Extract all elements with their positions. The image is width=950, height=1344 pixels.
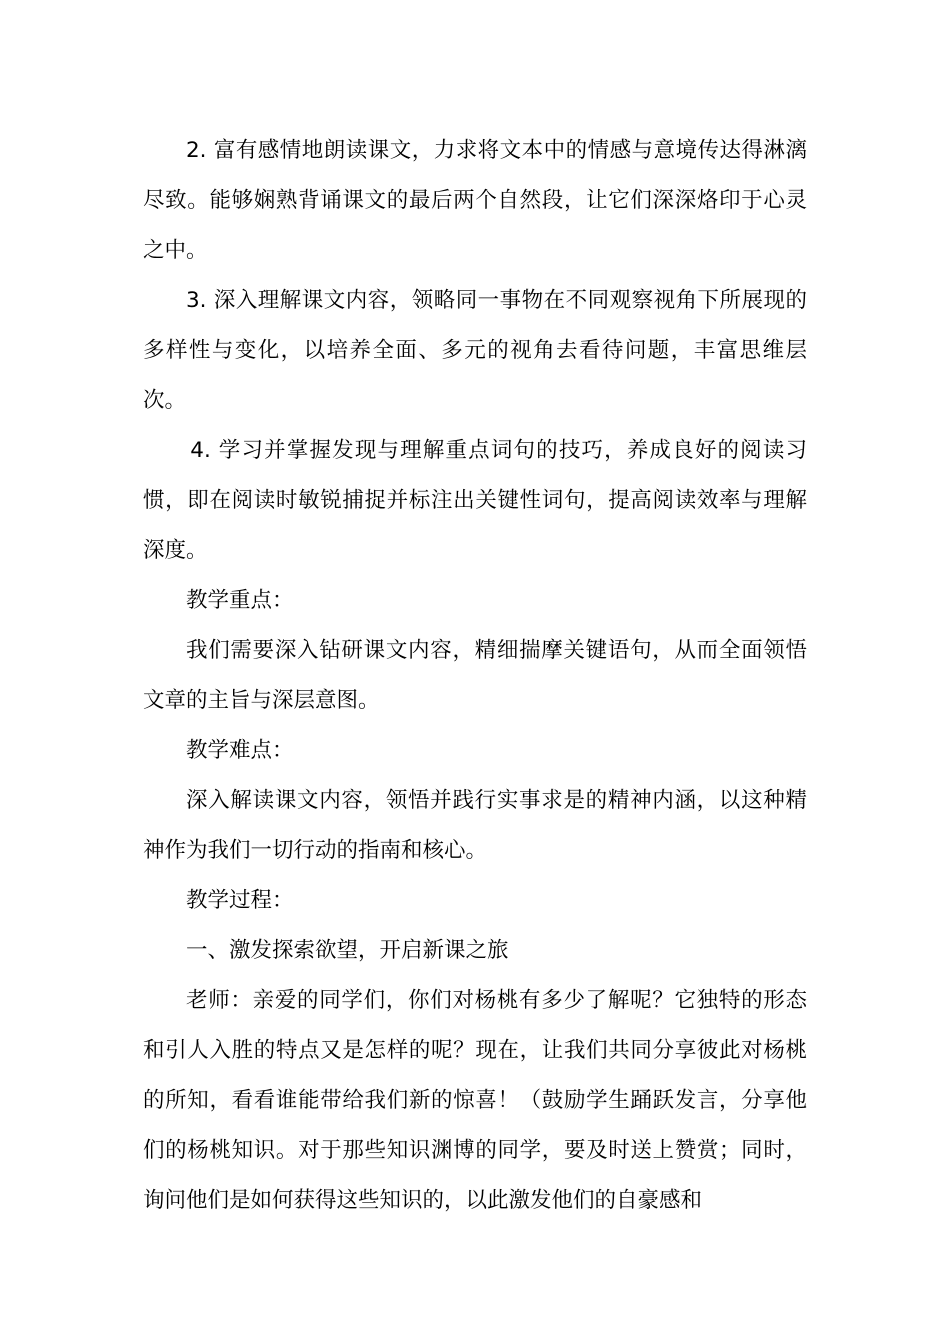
heading-section-one: 一、激发探索欲望，开启新课之旅	[186, 938, 509, 963]
heading-teaching-process: 教学过程：	[186, 888, 294, 913]
paragraph-objective-3: 3. 深入理解课文内容，领略同一事物在不同观察视角下所展现的多样性与变化，以培养全面、多元的视角去看待问题，丰富思维层次。	[143, 288, 807, 413]
heading-teaching-focus: 教学重点：	[186, 588, 294, 613]
paragraph-teacher-intro: 老师：亲爱的同学们，你们对杨桃有多少了解呢？它独特的形态和引人入胜的特点又是怎样的呢？现在，让我们共同分享彼此对杨桃的所知，看看谁能带给我们新的惊喜！（鼓励学生踊跃发言，分享他们的杨桃知识。对于那些知识渊博的同学，要及时送上赞赏；同时，询问他们是如何获得这些知识的，以此激发他们的自豪感和	[143, 988, 807, 1213]
document-body	[143, 126, 807, 1226]
paragraph-teaching-focus: 我们需要深入钻研课文内容，精细揣摩关键语句，从而全面领悟文章的主旨与深层意图。	[143, 638, 807, 713]
paragraph-teaching-difficulty: 深入解读课文内容，领悟并践行实事求是的精神内涵，以这种精神作为我们一切行动的指南和核心。	[143, 788, 807, 863]
paragraph-objective-4: 4. 学习并掌握发现与理解重点词句的技巧，养成良好的阅读习惯，即在阅读时敏锐捕捉并标注出关键性词句，提高阅读效率与理解深度。	[143, 438, 807, 563]
paragraph-objective-2: 2. 富有感情地朗读课文，力求将文本中的情感与意境传达得淋漓尽致。能够娴熟背诵课文的最后两个自然段，让它们深深烙印于心灵之中。	[143, 138, 807, 263]
heading-teaching-difficulty: 教学难点：	[186, 738, 294, 763]
